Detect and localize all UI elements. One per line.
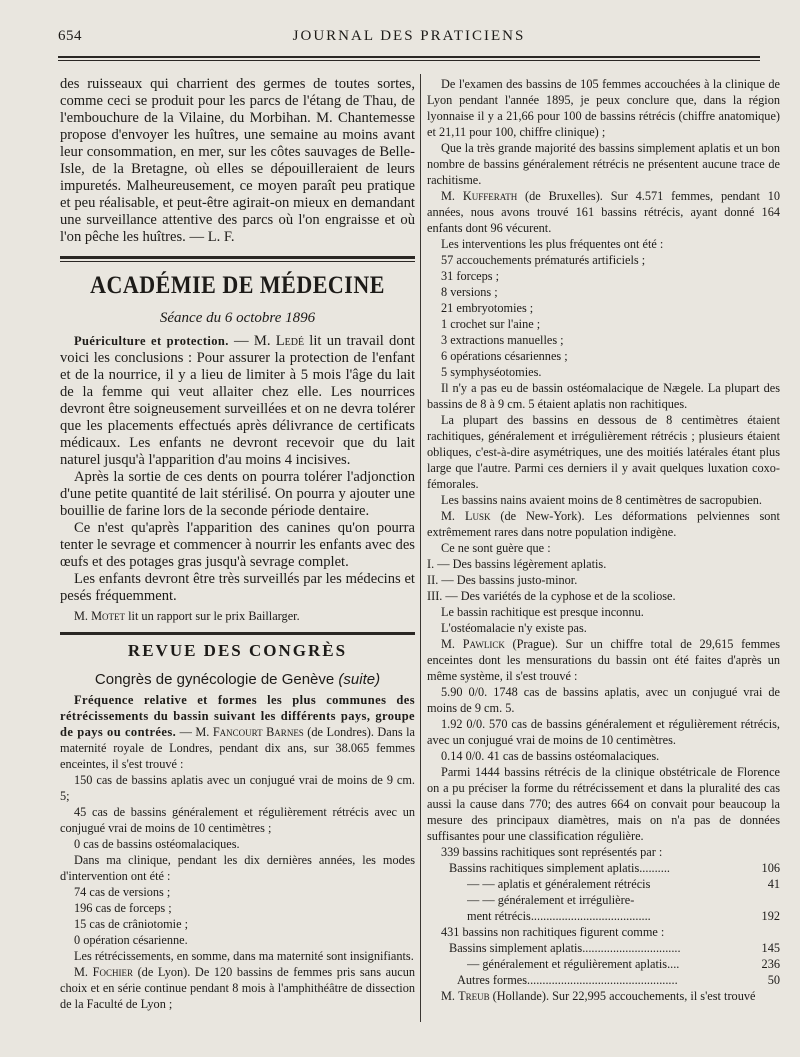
table-row: ment rétrécis....................................... 192 (467, 909, 780, 923)
list-item: 74 cas de versions ; (74, 885, 171, 899)
author-name: Kufferath (462, 189, 518, 203)
table-row: Bassins rachitiques simplement aplatis.......... 106 (449, 861, 780, 875)
list-item: 3 extractions manuelles ; (441, 333, 564, 347)
paragraph-lusk: M. Lusk (de New-York). Les déformations pelviennes sont extrêmement rares dans notre population indigène. (427, 509, 780, 539)
paragraph-treub: M. Treub (Hollande). Sur 22,995 accouchements, il s'est trouvé (441, 989, 756, 1003)
paragraph: Il n'y a pas eu de bassin ostéomalacique de Nægele. La plupart des bassins de 8 à 9 cm. 5 étaient aplatis non rachitiques. (427, 381, 780, 411)
section-rule-thick (60, 632, 415, 635)
list-item: 1 crochet sur l'aine ; (441, 317, 541, 331)
list-item: 31 forceps ; (441, 269, 500, 283)
table-row: — — généralement et irrégulière- (467, 893, 635, 907)
paragraph-lead: Puériculture et protection. (74, 334, 229, 348)
rachitic-table (427, 860, 780, 924)
paragraph: Les enfants devront être très surveillés par les médecins et pesés fréquemment. (60, 571, 415, 604)
list-item: 196 cas de forceps ; (74, 901, 172, 915)
header-rule (58, 56, 760, 58)
author-name: Lusk (464, 509, 491, 523)
author-name: Treub (458, 989, 490, 1003)
table-row: — généralement et régulièrement aplatis.... 236 (467, 957, 780, 971)
table-row: Bassins simplement aplatis................................ 145 (449, 941, 780, 955)
paragraph: De l'examen des bassins de 105 femmes accouchées à la clinique de Lyon pendant l'année 1895, je peux conclure que, dans la région lyonnaise il y a 21,66 pour 100 de bassins rétrécis (chiffre anatomique) et 21,11 pour 100, chiffre clinique) ; (427, 77, 780, 139)
paragraph: La plupart des bassins en dessous de 8 centimètres étaient rachitiques, généralement et irrégulièrement rétrécis ; plusieurs étaient obliques, c'est-à-dire asymétriques, une des moitiés latérales étant plus large que l'autre. Parmi ces derniers il y avait quelques luxation coxo-fémorales. (427, 413, 780, 491)
paragraph: Les interventions les plus fréquentes ont été : (441, 237, 664, 251)
list-item: 15 cas de crâniotomie ; (74, 917, 189, 931)
list-item: 0 opération césarienne. (74, 933, 188, 947)
congres-title: Congrès de gynécologie de Genève (suite) (94, 671, 381, 688)
column-divider (420, 74, 421, 1022)
paragraph: Que la très grande majorité des bassins simplement aplatis et un bon nombre de bassins généralement rétrécis ne présentent aucune trace de rachitisme. (427, 141, 780, 187)
list-item: 1.92 0/0. 570 cas de bassins généralement et régulièrement rétrécis, avec un conjugué vrai de moins de 10 centimètres. (427, 717, 780, 747)
list-item: I. — Des bassins légèrement aplatis. (427, 557, 607, 571)
paragraph: Après la sortie de ces dents on pourra tolérer l'adjonction d'une petite quantité de lait stérilisé. On pourra y ajouter une bouillie de farine lors de la seconde période dentaire. (60, 469, 415, 519)
paragraph-motet: M. Motet lit un rapport sur le prix Baillarger. (74, 609, 300, 623)
session-date: Séance du 6 octobre 1896 (159, 310, 316, 326)
academy-title: ACADÉMIE DE MÉDECINE (90, 270, 385, 299)
revue-title: REVUE DES CONGRÈS (127, 641, 348, 660)
author-name: Fancourt Barnes (212, 725, 304, 739)
list-item: 0.14 0/0. 41 cas de bassins ostéomalaciques. (441, 749, 660, 763)
paragraph: 339 bassins rachitiques sont représentés par : (441, 845, 663, 859)
right-column (427, 76, 780, 1004)
section-rule-thin (60, 261, 415, 262)
paragraph-oysters: des ruisseaux qui charrient des germes de toutes sortes, comme ceci se produit pour les parcs de l'étang de Thau, de l'embouchure de la Vilaine, du Morbihan. M. Chantemesse propose d'envoyer les huîtres, une semaine au moins avant leur consommation, en mer, sur les côtes sauvages de Belle-Isle, de la Bretagne, où elles se dépouilleraient de leurs impuretés. Malheureusement, ce moyen paraît peu pratique et peu réalisable, et peut-être agirait-on mieux en demandant une surveillance attentive des parcs où l'on engraisse et où l'on pêche les huîtres. — L. F. (60, 76, 415, 245)
paragraph: Le bassin rachitique est presque inconnu. (441, 605, 644, 619)
list-item: 57 accouchements prématurés artificiels ; (441, 253, 646, 267)
header-rule-thin (58, 60, 760, 61)
list-item: 5.90 0/0. 1748 cas de bassins aplatis, avec un conjugué vrai de moins de 9 cm. 5. (427, 685, 780, 715)
list-item: 21 embryotomies ; (441, 301, 534, 315)
page-header (58, 24, 760, 50)
paragraph-kufferath: M. Kufferath (de Bruxelles). Sur 4.571 femmes, pendant 10 années, nous avons trouvé 161 bassins rétrécis, ayant donné 164 enfants dont 96 vécurent. (427, 189, 780, 235)
list-item: 8 versions ; (441, 285, 498, 299)
author-name: Ledé (275, 333, 305, 349)
table-row: Autres formes................................................. 50 (457, 973, 780, 987)
author-name: Motet (91, 609, 126, 623)
list-item: III. — Des variétés de la cyphose et de la scoliose. (427, 589, 676, 603)
paragraph-pawlick: M. Pawlick (Prague). Sur un chiffre total de 29,615 femmes enceintes dont les mensurations du bassin ont été faites d'après un même système, il s'est trouvé : (427, 637, 780, 683)
list-item: 0 cas de bassins ostéomalaciques. (74, 837, 240, 851)
page-number: 654 (58, 28, 82, 44)
list-item: 6 opérations césariennes ; (441, 349, 568, 363)
running-title: JOURNAL DES PRATICIENS (292, 28, 526, 44)
author-name: Fochier (92, 965, 133, 979)
non-rachitic-table (427, 940, 780, 988)
paragraph: Les bassins nains avaient moins de 8 centimètres de sacropubien. (441, 493, 762, 507)
paragraph-barnes: Fréquence relative et formes les plus communes des rétrécissements du bassin suivant les différents pays, groupe de pays ou contrées. — M. Fancourt Barnes (de Londres). Dans la maternité royale de Londres, pendant dix ans, sur 38.065 femmes enceintes, il s'est trouvé : (60, 693, 415, 771)
paragraph-fochier: M. Fochier (de Lyon). De 120 bassins de femmes pris sans aucun choix et en série continue pendant 8 mois à l'amphithéâtre de dissection de la Faculté de Lyon ; (60, 965, 415, 1011)
paragraph-puericulture: Puériculture et protection. — M. Ledé lit un travail dont voici les conclusions : Pour assurer la protection de l'enfant et de la nourrice, il y a lieu de limiter à 5 mois l'âge du lait de la femme qui veut allaiter chez elle. Les nourrices devront être soigneusement surveillées et on ne devra tolérer que les placements effectués après délivrance de certificats médicaux. Les enfants ne devront recevoir que du lait naturel jusqu'à l'apparition d'au moins 4 incisives. (60, 333, 415, 468)
list-item: II. — Des bassins justo-minor. (427, 573, 578, 587)
section-rule-thick (60, 256, 415, 259)
paragraph: L'ostéomalacie n'y existe pas. (441, 621, 587, 635)
paragraph-lead: Fréquence relative et formes les plus communes des rétrécissements du bassin suivant les différents pays, groupe de pays ou contrées. (60, 693, 415, 739)
paragraph: Dans ma clinique, pendant les dix dernières années, les modes d'intervention ont été : (60, 853, 415, 883)
table-row: — — aplatis et généralement rétrécis 41 (467, 877, 780, 891)
paragraph: 431 bassins non rachitiques figurent comme : (441, 925, 665, 939)
list-item: 5 symphyséotomies. (441, 365, 542, 379)
list-item: 45 cas de bassins généralement et régulièrement rétrécis avec un conjugué vrai de moins de 10 centimètres ; (60, 805, 415, 835)
paragraph: Parmi 1444 bassins rétrécis de la clinique obstétricale de Florence on a pu préciser la forme du rétrécissement et dans la pluralité des cas aussi la cause dans 770; des autres 664 on convait pour beaucoup la mesure des principaux diamètres, mais on n'a pas de données suffisantes pour une classification régulière. (427, 765, 780, 843)
paragraph: Ce ne sont guère que : (441, 541, 551, 555)
paragraph: Ce n'est qu'après l'apparition des canines qu'on pourra tenter le sevrage et commencer à nourrir les enfants avec des œufs et des potages gras jusqu'à sevrage complet. (60, 520, 415, 570)
author-name: Pawlick (462, 637, 505, 651)
paragraph: Les rétrécissements, en somme, dans ma maternité sont insignifiants. (74, 949, 414, 963)
list-item: 150 cas de bassins aplatis avec un conjugué vrai de moins de 9 cm. 5; (60, 773, 415, 803)
left-column (60, 76, 415, 1012)
